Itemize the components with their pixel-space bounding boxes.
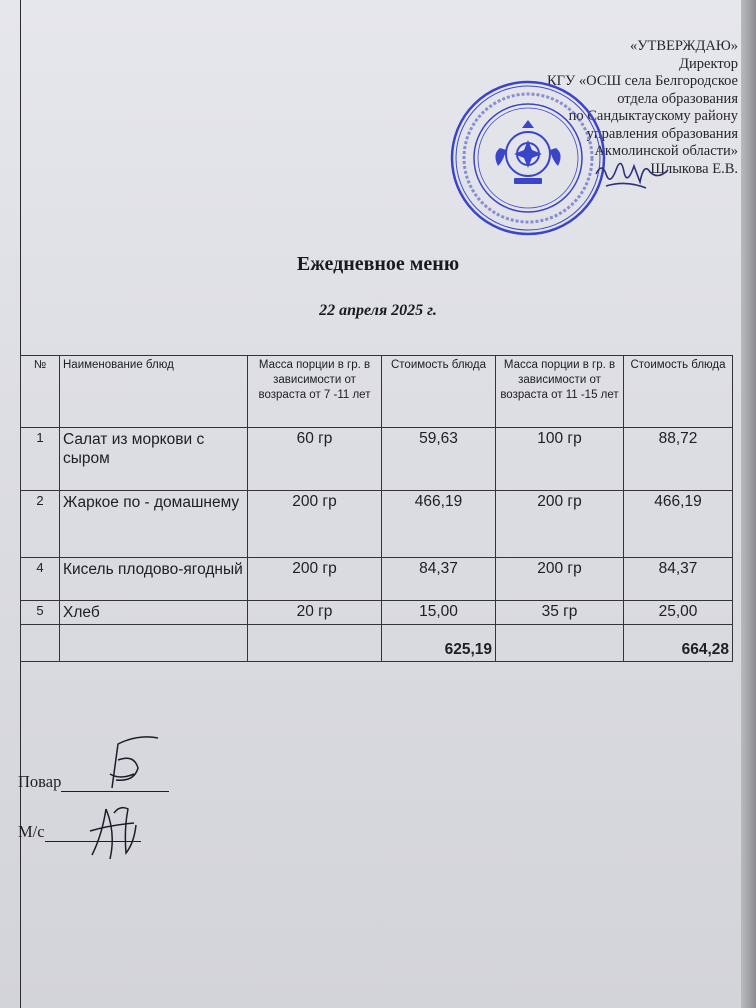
header-mass-11-15: Масса порции в гр. в зависимости от возраста от 11 -15 лет: [496, 356, 624, 428]
mass-11-15: 200 гр: [496, 558, 624, 601]
nurse-signature-icon: [86, 795, 146, 870]
menu-date: 22 апреля 2025 г.: [319, 302, 437, 319]
page-title: Ежедневное меню: [296, 253, 460, 275]
mass-7-11: 20 гр: [248, 601, 382, 625]
table-row: [21, 558, 733, 601]
approval-line: по Сандыктаускому району: [568, 108, 738, 124]
table-row: [21, 601, 733, 625]
nurse-label: М/с: [18, 822, 45, 841]
cook-label: Повар: [18, 772, 62, 791]
mass-11-15: 35 гр: [496, 601, 624, 625]
dish-name: Жаркое по - домашнему: [60, 491, 248, 558]
page-edge-shadow: [741, 0, 756, 1008]
table-row: [21, 428, 733, 491]
header-cost-7-11: Стоимость блюда: [382, 356, 496, 428]
row-num: 4: [21, 558, 60, 601]
cost-7-11: 466,19: [382, 491, 496, 558]
dish-name: Салат из моркови с сыром: [60, 428, 248, 491]
mass-7-11: 60 гр: [248, 428, 382, 491]
mass-7-11: 200 гр: [248, 491, 382, 558]
approval-line: управления образования: [586, 125, 738, 142]
cost-7-11: 15,00: [382, 601, 496, 625]
table-header-row: [21, 356, 733, 428]
approval-line: Акмолинской области»: [594, 143, 738, 159]
header-name: Наименование блюд: [60, 356, 248, 428]
approval-line: Директор: [679, 55, 738, 72]
approval-line: «УТВЕРЖДАЮ»: [630, 38, 738, 54]
cook-signature-icon: [100, 730, 170, 800]
cost-11-15: 84,37: [624, 558, 733, 601]
director-signature-icon: [592, 148, 672, 196]
row-num: 1: [21, 428, 60, 491]
cost-11-15: 466,19: [624, 491, 733, 558]
mass-11-15: 100 гр: [496, 428, 624, 491]
empty-cell: [248, 625, 382, 662]
cost-7-11: 59,63: [382, 428, 496, 491]
header-mass-7-11: Масса порции в гр. в зависимости от возраста от 7 -11 лет: [248, 356, 382, 428]
empty-cell: [496, 625, 624, 662]
empty-cell: [60, 625, 248, 662]
header-cost-11-15: Стоимость блюда: [624, 356, 733, 428]
official-stamp-icon: [448, 78, 608, 238]
header-num: №: [21, 356, 60, 428]
totals-row: [21, 625, 733, 662]
approval-line: отдела образования: [617, 90, 738, 107]
mass-11-15: 200 гр: [496, 491, 624, 558]
menu-table: [20, 355, 733, 662]
dish-name: Хлеб: [60, 601, 248, 625]
cost-7-11: 84,37: [382, 558, 496, 601]
total-cost-11-15: 664,28: [624, 625, 733, 662]
approval-line: Шлыкова Е.В.: [650, 160, 738, 177]
mass-7-11: 200 гр: [248, 558, 382, 601]
row-num: 5: [21, 601, 60, 625]
row-num: 2: [21, 491, 60, 558]
dish-name: Кисель плодово-ягодный: [60, 558, 248, 601]
approval-line: КГУ «ОСШ села Белгородское: [546, 73, 738, 89]
empty-cell: [21, 625, 60, 662]
cost-11-15: 88,72: [624, 428, 733, 491]
table-row: [21, 491, 733, 558]
cost-11-15: 25,00: [624, 601, 733, 625]
total-cost-7-11: 625,19: [382, 625, 496, 662]
